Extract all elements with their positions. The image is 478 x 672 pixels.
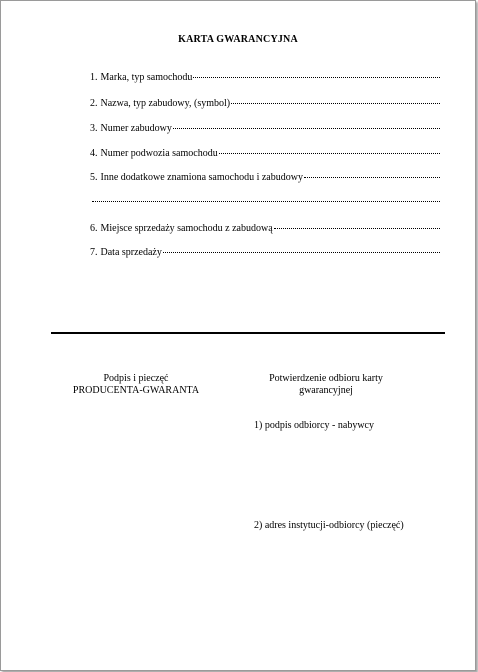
field-label: Numer zabudowy xyxy=(100,123,172,134)
field-number: 7. xyxy=(90,247,98,258)
field-row-body-number xyxy=(90,123,440,135)
receipt-institution-address-label: 2) adres instytucji-odbiorcy (pieczęć) xyxy=(254,520,404,531)
signature-caption-party: PRODUCENTA-GWARANTA xyxy=(72,385,200,396)
field-label: Nazwa, typ zabudowy, (symbol) xyxy=(100,98,231,109)
field-number: 3. xyxy=(90,123,98,134)
producer-signature-block xyxy=(56,373,216,397)
receipt-caption-continued: gwarancyjnej xyxy=(299,385,353,396)
field-row-place-of-sale xyxy=(90,223,440,235)
field-row-make-model xyxy=(90,72,440,84)
signature-caption: Podpis i pieczęć xyxy=(103,373,169,384)
field-label: Data sprzedaży xyxy=(100,247,162,258)
fill-in-dotted-line xyxy=(219,151,440,154)
fill-in-dotted-line xyxy=(231,101,440,104)
field-label: Marka, typ samochodu xyxy=(100,72,193,83)
fill-in-dotted-line xyxy=(173,126,440,129)
fill-in-dotted-line xyxy=(304,175,440,178)
field-row-date-of-sale xyxy=(90,247,440,259)
receipt-buyer-signature-label: 1) podpis odbiorcy - nabywcy xyxy=(254,420,374,431)
fill-in-dotted-line xyxy=(274,226,440,229)
document-title: KARTA GWARANCYJNA xyxy=(178,34,298,45)
field-number: 6. xyxy=(90,223,98,234)
field-number: 2. xyxy=(90,98,98,109)
field-number: 5. xyxy=(90,172,98,183)
receipt-confirmation-block xyxy=(251,373,401,397)
field-number: 1. xyxy=(90,72,98,83)
field-row-body-type xyxy=(90,98,440,110)
field-number: 4. xyxy=(90,148,98,159)
field-label: Numer podwozia samochodu xyxy=(100,148,218,159)
fill-in-dotted-line xyxy=(193,75,440,78)
field-label: Inne dodatkowe znamiona samochodu i zabudowy xyxy=(100,172,303,183)
section-divider xyxy=(51,332,445,334)
field-row-chassis-number xyxy=(90,148,440,160)
fill-in-dotted-line-continuation xyxy=(92,199,440,202)
receipt-caption: Potwierdzenie odbioru karty xyxy=(269,373,383,384)
field-label: Miejsce sprzedaży samochodu z zabudową xyxy=(100,223,273,234)
fill-in-dotted-line xyxy=(163,250,440,253)
field-row-other-features xyxy=(90,172,440,184)
